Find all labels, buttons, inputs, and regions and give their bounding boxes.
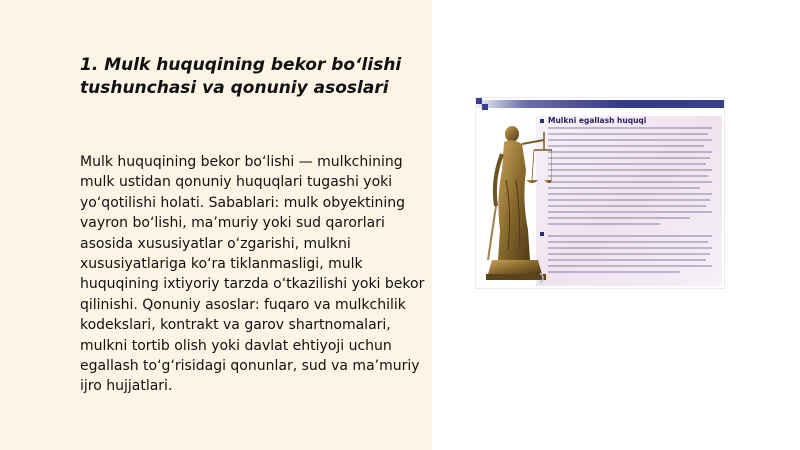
image-accent-bar xyxy=(476,100,724,108)
slide-title: 1. Mulk huquqining bekor bo‘lishi tushunchasi va qonuniy asoslari xyxy=(80,55,402,98)
slide-body-text: Mulk huquqining bekor bo‘lishi — mulkchining mulk ustidan qonuniy huquqlari tugashi yoki yo‘qotilishi holati. Sabablari: mulk obyektining vayron bo‘lishi, ma’muriy yoki sud qarorlari asosida xususiyatlar o‘zgarishi, mulkni xususiyatlariga ko‘ra tiklanmasligi, mulk huquqining ixtiyoriy tarzda o‘tkazilishi yoki bekor qilinishi. Qonuniy asoslar: fuqaro va mulkchilik kodekslari, kontrakt va garov shartnomalari, mulkni tortib olish yoki davlat ehtiyoji uchun egallash to‘g‘risidagi qonunlar, sud va ma’muriy ijro hujjatlari. xyxy=(80,154,425,395)
illustration-image xyxy=(476,98,724,288)
image-text-lines xyxy=(540,126,716,286)
bullet-icon xyxy=(540,119,544,123)
image-heading: Mulkni egallash huquqi xyxy=(548,116,647,125)
